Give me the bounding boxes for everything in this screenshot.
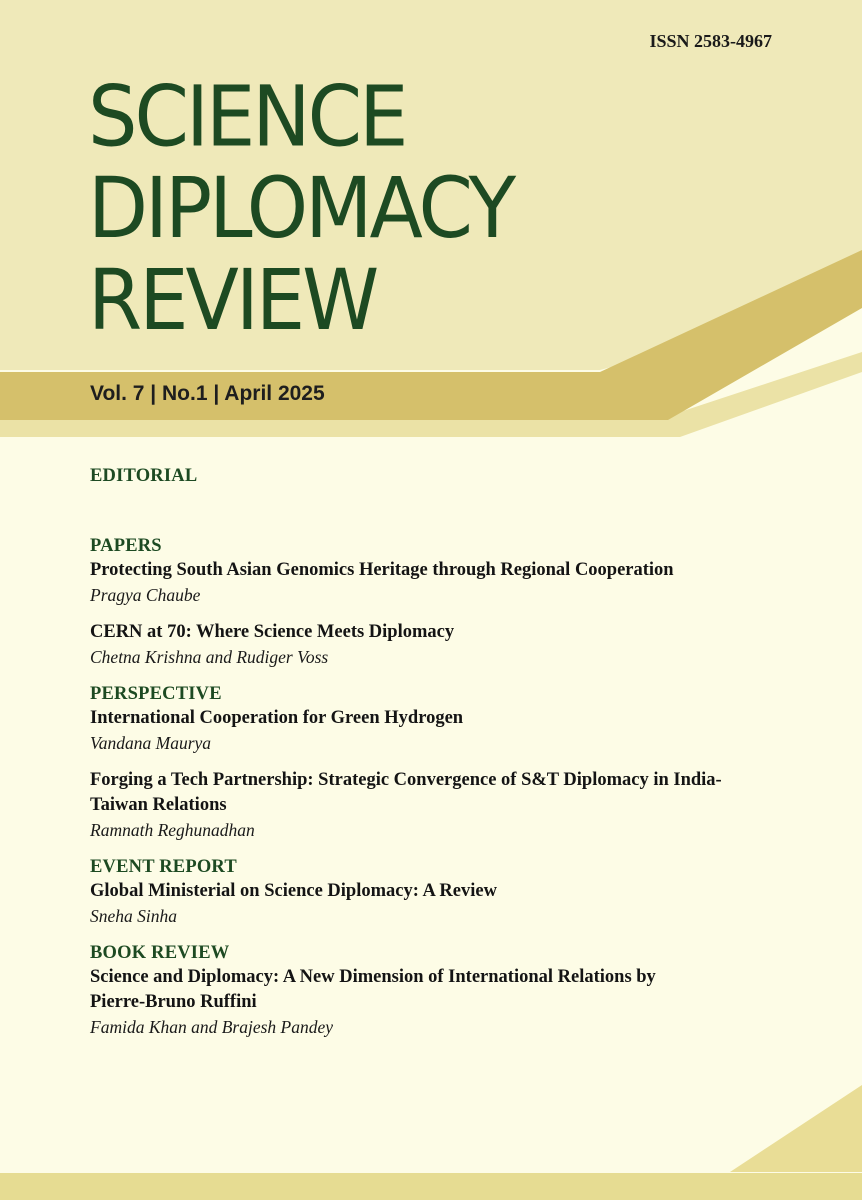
article-title: International Cooperation for Green Hydrogen xyxy=(90,708,464,728)
article-author: Vandana Maurya xyxy=(90,733,212,753)
article-title-line-2: Pierre-Bruno Ruffini xyxy=(90,992,257,1012)
article-author: Sneha Sinha xyxy=(90,906,178,926)
article-author: Pragya Chaube xyxy=(90,585,201,605)
section-heading-papers: PAPERS xyxy=(90,536,162,556)
issn-label: ISSN 2583-4967 xyxy=(649,31,772,51)
article-item[interactable] xyxy=(90,558,790,608)
title-line-1: SCIENCE xyxy=(88,68,406,166)
section-heading-event-report: EVENT REPORT xyxy=(90,857,237,877)
section-heading-perspective: PERSPECTIVE xyxy=(90,684,222,704)
corner-accent xyxy=(730,1085,862,1172)
article-author: Famida Khan and Brajesh Pandey xyxy=(90,1017,334,1037)
article-title-line-2: Taiwan Relations xyxy=(90,795,227,815)
article-item[interactable] xyxy=(90,706,790,756)
article-item[interactable] xyxy=(90,879,790,929)
article-title-line-1: Forging a Tech Partnership: Strategic Convergence of S&T Diplomacy in India- xyxy=(90,770,722,790)
article-title: Protecting South Asian Genomics Heritage through Regional Cooperation xyxy=(90,560,674,580)
article-item[interactable] xyxy=(90,768,790,843)
article-title: Global Ministerial on Science Diplomacy: A Review xyxy=(90,881,497,901)
article-title: CERN at 70: Where Science Meets Diplomacy xyxy=(90,622,455,642)
section-event-report xyxy=(90,855,790,929)
article-item[interactable] xyxy=(90,620,790,670)
section-papers xyxy=(90,534,790,670)
section-heading-editorial: EDITORIAL xyxy=(90,466,198,486)
section-book-review xyxy=(90,941,790,1040)
bottom-band xyxy=(0,1173,862,1200)
title-line-2: DIPLOMACY xyxy=(88,160,514,258)
section-heading-book-review: BOOK REVIEW xyxy=(90,943,230,963)
title-line-3: REVIEW xyxy=(88,252,377,350)
article-author: Chetna Krishna and Rudiger Voss xyxy=(90,647,329,667)
section-perspective xyxy=(90,682,790,843)
journal-title xyxy=(88,68,514,350)
article-item[interactable] xyxy=(90,965,790,1040)
article-author: Ramnath Reghunadhan xyxy=(90,820,255,840)
section-editorial xyxy=(90,464,790,488)
article-title-line-1: Science and Diplomacy: A New Dimension of International Relations by xyxy=(90,967,656,987)
issue-info: Vol. 7 | No.1 | April 2025 xyxy=(90,382,325,405)
table-of-contents xyxy=(90,464,790,1052)
